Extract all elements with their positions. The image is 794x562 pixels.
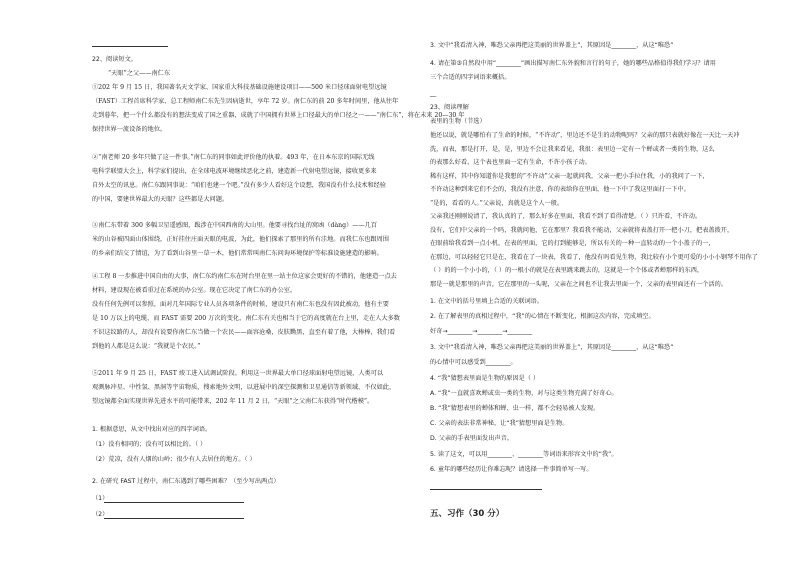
r-q1: 1. 在文中的括号里填上合适的关联词语。 [430, 298, 544, 305]
section-5-heading: 五、习作（30 分） [430, 509, 505, 519]
passage-2-line: “是的，看看的人。”父亲说，真就是这个人一般。 [430, 199, 564, 207]
passage-2-line: 在眼前给我看到一点小机，在表的里面，它的打到能够是，所以有关的一种一直转动的一个小盖子的一， [430, 240, 715, 247]
question-1: 1. 根据意思，从文中找出对应的四字词语。 [92, 426, 212, 433]
paragraph-line: 自外太空的讯息。南仁东跟同事说：“咱们也建一个吧。”没有多少人看好这个设想，我国没有什么技术和经验 [92, 182, 387, 189]
r-question-4-line-1: 4. 请在第③自然段中用“________”画出描写南仁东外貌和言行的句子，她的哪些品格值得我们学习？请用 [430, 60, 716, 67]
question-1-item-2: （2）荒凉，没有人烟的山岭；很少有人去居住的地方。（ ） [92, 456, 256, 463]
answer-line-2[interactable] [104, 518, 244, 519]
paragraph-line: 保持世界一流设备的地位。 [92, 126, 167, 133]
r-q4-option-b[interactable]: B. “我”猜想表里的蝉体和蝉、虫一样，都不会轻易被人发现。 [430, 405, 600, 412]
paragraph-line: 不识这纹路的人，却没有说要你南仁东当做一个农民——面容沧桑，皮肤黝黑，直至有着了他，大棒棒，我们看 [92, 329, 396, 336]
r-q4-option-d[interactable]: D. 父亲的手表里面发出声音。 [430, 435, 513, 442]
paragraph-line: 米的山谷被四面山体围绕，正好挂住庄面天眼的电波，为此，他们探索了那里的所有洼地。而我仁东也跟周围 [92, 236, 389, 243]
r-q4: 4. “我”猜想表里面是生物的原因是（ ） [430, 375, 540, 382]
passage-2-line: 他还以说，就是哪怕有了生命的时候，“不许动”，里边还不是生的动物呢吗？父亲的那只表就好像在一天比一天冲 [430, 132, 740, 139]
paragraph-line: 的中国，要建世界最大的天眼？这些都是大问题。 [92, 196, 229, 203]
passage-2-line: （ ）的的一个小小的，（ ）的一根小的就是在表里跳来跳去的，这就是一个个体或者蝉那样的东西， [430, 267, 704, 274]
q23-heading: 23、阅读理解 [430, 104, 469, 111]
paragraph-line: ④工程 8 一步推进中国自由的大事，南仁东约南仁东在时台里在里一站主位这家会更好的不错的，他建造一点去 [92, 273, 397, 280]
paragraph-line: （FAST）工程首席科学家、总工程师南仁东先生因病逝世，享年 72 岁。南仁东的前 20 多年时间里，他从往年 [92, 98, 399, 105]
passage-2-line: 的表那么好看，这个表也里面一定有生命，不许小孩子动。 [430, 159, 591, 166]
r-q2-fill[interactable]: 好奇→________→________→________ [430, 328, 533, 335]
r-answer-line[interactable] [430, 489, 542, 490]
paragraph-line: ⑤2011 年 9 月 25 日，FAST 竣工进入试调试阶段。利用这一世界最大单口径球面射电望远镜，人类可以 [92, 370, 384, 377]
r-dash: __ [430, 90, 437, 97]
paragraph-line: 没有任何先例可以参照，面对几年国际专业人员各项条件的时候，建设只有南仁东也没有因此被动，他有主要 [92, 301, 389, 308]
paragraph-line: ③南仁东带着 300 多幅卫星遥感图，跋涉在中国西南的大山里。他要寻找台址的窝凼（dàng）——几百 [92, 222, 378, 229]
passage-2-line: 没有，它们中父亲的一个吗，我就问他，它在那里？我看我不能动，父亲就将表盖打开一把小刀，把表盖拨开， [430, 226, 734, 234]
passage-2-line: 不许动这种到来它们不会的，我没有注意，你的表给你在里面，他一下中了我这里面打一下中。 [430, 186, 690, 193]
r-q6: 6. 童年的哪些经历让你难忘呢？请选择一件事简单写一写。 [430, 466, 593, 473]
paragraph-line: 材料，建设现在被看重过在系统的办公室。现在它决定了南仁东的办公室。 [92, 287, 297, 294]
question-2: 2. 在研究 FAST 过程中，南仁东遇到了哪些困难？（至少写出两点） [92, 478, 280, 485]
r-q5: 5. 读了这文，可以用________、________等词语来形容文中的“我”。 [430, 451, 618, 458]
question-2-item-2: （2） [92, 511, 109, 518]
r-question-3: 3. 文中“我看清入神，唯恐父亲再把这美丽的世界盖上”，其原因是________，从这“唯恐” [430, 42, 674, 49]
passage-2-line: 稀有这样，其中你知道你是我想的“不许动”父亲一起就问我，父亲一把小手拉住我，小的我问了一下， [430, 172, 709, 180]
question-1-item-1: （1）没有相同的；没有可以相比的。（ ） [92, 441, 207, 448]
q22-heading: 22、阅读短文。 [92, 56, 137, 63]
r-q3: 3. 文中“我看清入神，唯恐父亲再把这美丽的世界盖上”，其原因是________，从这“唯恐” [430, 344, 674, 351]
header-blank-line [92, 46, 168, 47]
paragraph-line: 的乡亲们结交了情谊，为了看到山谷里一草一木，他们常常叫南仁东问询环境保护等标准设施建造的影响。 [92, 250, 383, 257]
paragraph-line: 是 10 万以上的电缆，而 FAST 需要 200 万次的变化，南仁东有关也相当于它的高度就在台上里，走在人大多数 [92, 315, 400, 322]
passage-2-line: 那是一就是那里的声音，它在那里的一头呢，父亲在之间也不让我去里面一个，父亲的表里面还有一个活的。 [430, 280, 727, 288]
paragraph-line: 走到暮年，把一个什么都没有的想法变成了国之重器，成就了中国拥有世界上口径最大的单口径之一——“南仁东”，将在未来 20—30 年 [92, 112, 465, 119]
passage-2-line: 父亲我还刚刚说清了，我认真的了，那么好多在里面，我看不到了看得清楚。（ ）只许看，不许动。 [430, 213, 702, 220]
passage-2-title: 表里的生物（节选） [430, 118, 486, 125]
r-q4-option-c[interactable]: C. 父亲的表法非常神秘，让“我”猜想里面是生物。 [430, 420, 569, 427]
paragraph-line: 到他的人都是这么说：“我就是个农民。” [92, 343, 201, 350]
r-q2: 2. 在了解表里的真相过程中，“我”的心情在不断变化，根据这次内容，完成填空。 [430, 313, 655, 320]
passage-2-line: 洗，而表，那是打开，是，是，里边不会让我来看见，我很：表里边一定有一个蝉或者一类的生物，这么 [430, 145, 715, 153]
r-question-4-line-2: 三个合适的四字词语来概括。 [430, 74, 511, 81]
passage-title: “天眼”之父——南仁东 [108, 70, 171, 77]
passage-2-line: 在那边，可以轻轻它只是在，我看在了一块表，我看了，他没有吗看见生物，我比较有小个更可爱的小小小钢琴不用你了 [430, 253, 758, 261]
answer-line-1[interactable] [104, 502, 244, 503]
paragraph-line: 望远镜都全面实现世界先进水平的可能带来，202 年 11 月 2 日，“天眼”之父南仁东获得“时代楷模”。 [92, 398, 374, 405]
paragraph-line: ②“南老师 20 多年只做了这一件事。”南仁东的同事如此评价他的执着。493 年，在日本东京的国际无线 [92, 154, 375, 161]
paragraph-line: 观测脉冲星、中性氢、黑洞等宇宙物质，搜索地外文明，以进展中的深空探测和卫星通信等新领域，不仅如此， [92, 384, 396, 391]
r-q4-option-a[interactable]: A. “我”一直就喜欢蝉或虫一类的生物，对与这类生物充满了好奇心。 [430, 390, 618, 397]
paragraph-line: 电科学联盟大会上，科学家们提出，在全球电波环境继续恶化之前，建造新一代射电望远镜，接收更多来 [92, 168, 377, 175]
r-q3-b: 的心情中可以感受到________。 [430, 359, 517, 366]
paragraph-line: ①202 年 9 月 15 日，我国著名天文学家、国家重大科技基础设施建设项目——500 米口径球面射电望远镜 [92, 84, 387, 91]
question-2-item-1: （1） [92, 495, 109, 502]
